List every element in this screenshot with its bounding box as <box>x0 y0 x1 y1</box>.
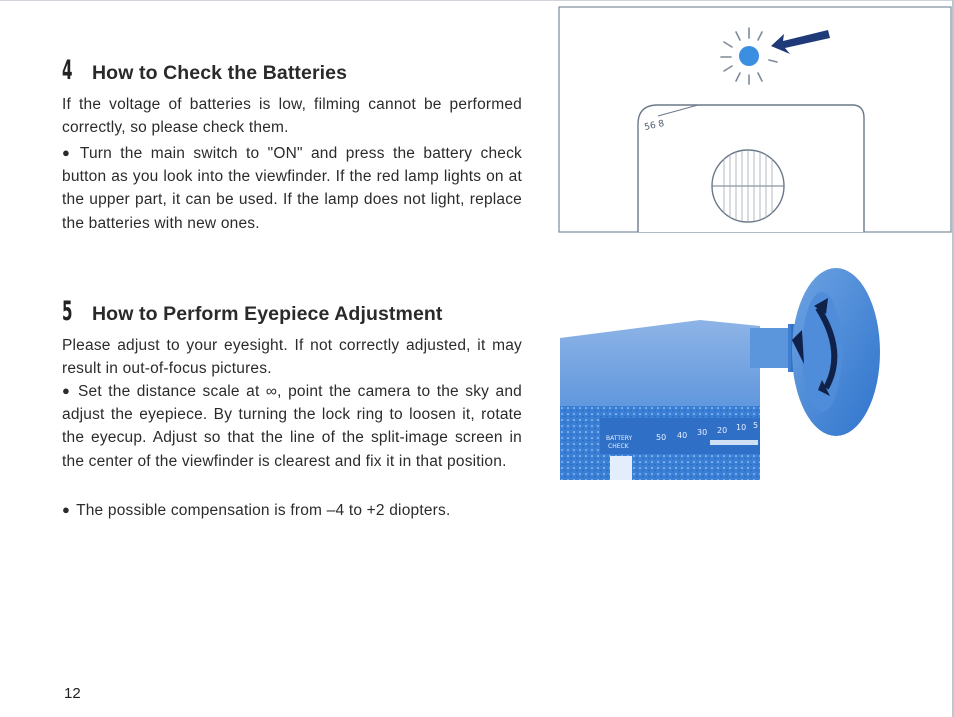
viewfinder-frame-label: 56 8 <box>643 118 666 133</box>
bullet-icon: ● <box>62 502 71 517</box>
bullet-icon: ● <box>62 383 72 398</box>
section-4-bullet <box>62 142 522 235</box>
section-title: How to Perform Eyepiece Adjustment <box>92 303 443 325</box>
section-4-intro: If the voltage of batteries is low, filming cannot be performed correctly, so please check them. <box>62 96 522 137</box>
section-title: How to Check the Batteries <box>92 62 348 84</box>
page-number: 12 <box>64 685 81 702</box>
bullet-text: Turn the main switch to "ON" and press the battery check button as you look into the viewfinder. If the red lamp lights on at the upper part, it can be used. If the lamp does not light, replace the batteries with new ones. <box>62 145 522 232</box>
scale-value: 40 <box>677 431 688 440</box>
bullet-text: Set the distance scale at ∞, point the camera to the sky and adjust the eyepiece. By turning the lock ring to loosen it, rotate the eyecup. Adjust so that the line of the split-image screen in the center of the viewfinder is clearest and fix it in that position. <box>62 383 522 470</box>
bullet-text: The possible compensation is from –4 to +2 diopters. <box>76 502 451 519</box>
scale-value: 50 <box>656 433 667 442</box>
battery-check-button <box>610 456 632 480</box>
scale-value: 30 <box>697 428 708 437</box>
section-5-intro: Please adjust to your eyesight. If not correctly adjusted, it may result in out-of-focus pictures. <box>62 337 522 378</box>
section-number: 4 <box>62 55 73 86</box>
viewfinder-illustration <box>558 6 952 233</box>
meter-bar <box>710 440 758 445</box>
battery-check-label-2: CHECK <box>608 443 629 450</box>
battery-check-label-1: BATTERY <box>606 435 633 442</box>
scale-value: 5 <box>753 421 759 430</box>
camera-eyepiece-illustration <box>560 268 882 480</box>
bullet-icon: ● <box>62 145 74 160</box>
top-edge <box>0 0 954 1</box>
section-4-heading <box>62 55 347 86</box>
section-5-bullet-1 <box>62 380 522 473</box>
split-image-circle <box>712 150 784 222</box>
scale-value: 20 <box>717 426 728 435</box>
section-5-bullet-2 <box>62 499 522 522</box>
scale-value: 10 <box>736 423 747 432</box>
section-number: 5 <box>62 296 73 327</box>
section-5-heading <box>62 296 443 327</box>
